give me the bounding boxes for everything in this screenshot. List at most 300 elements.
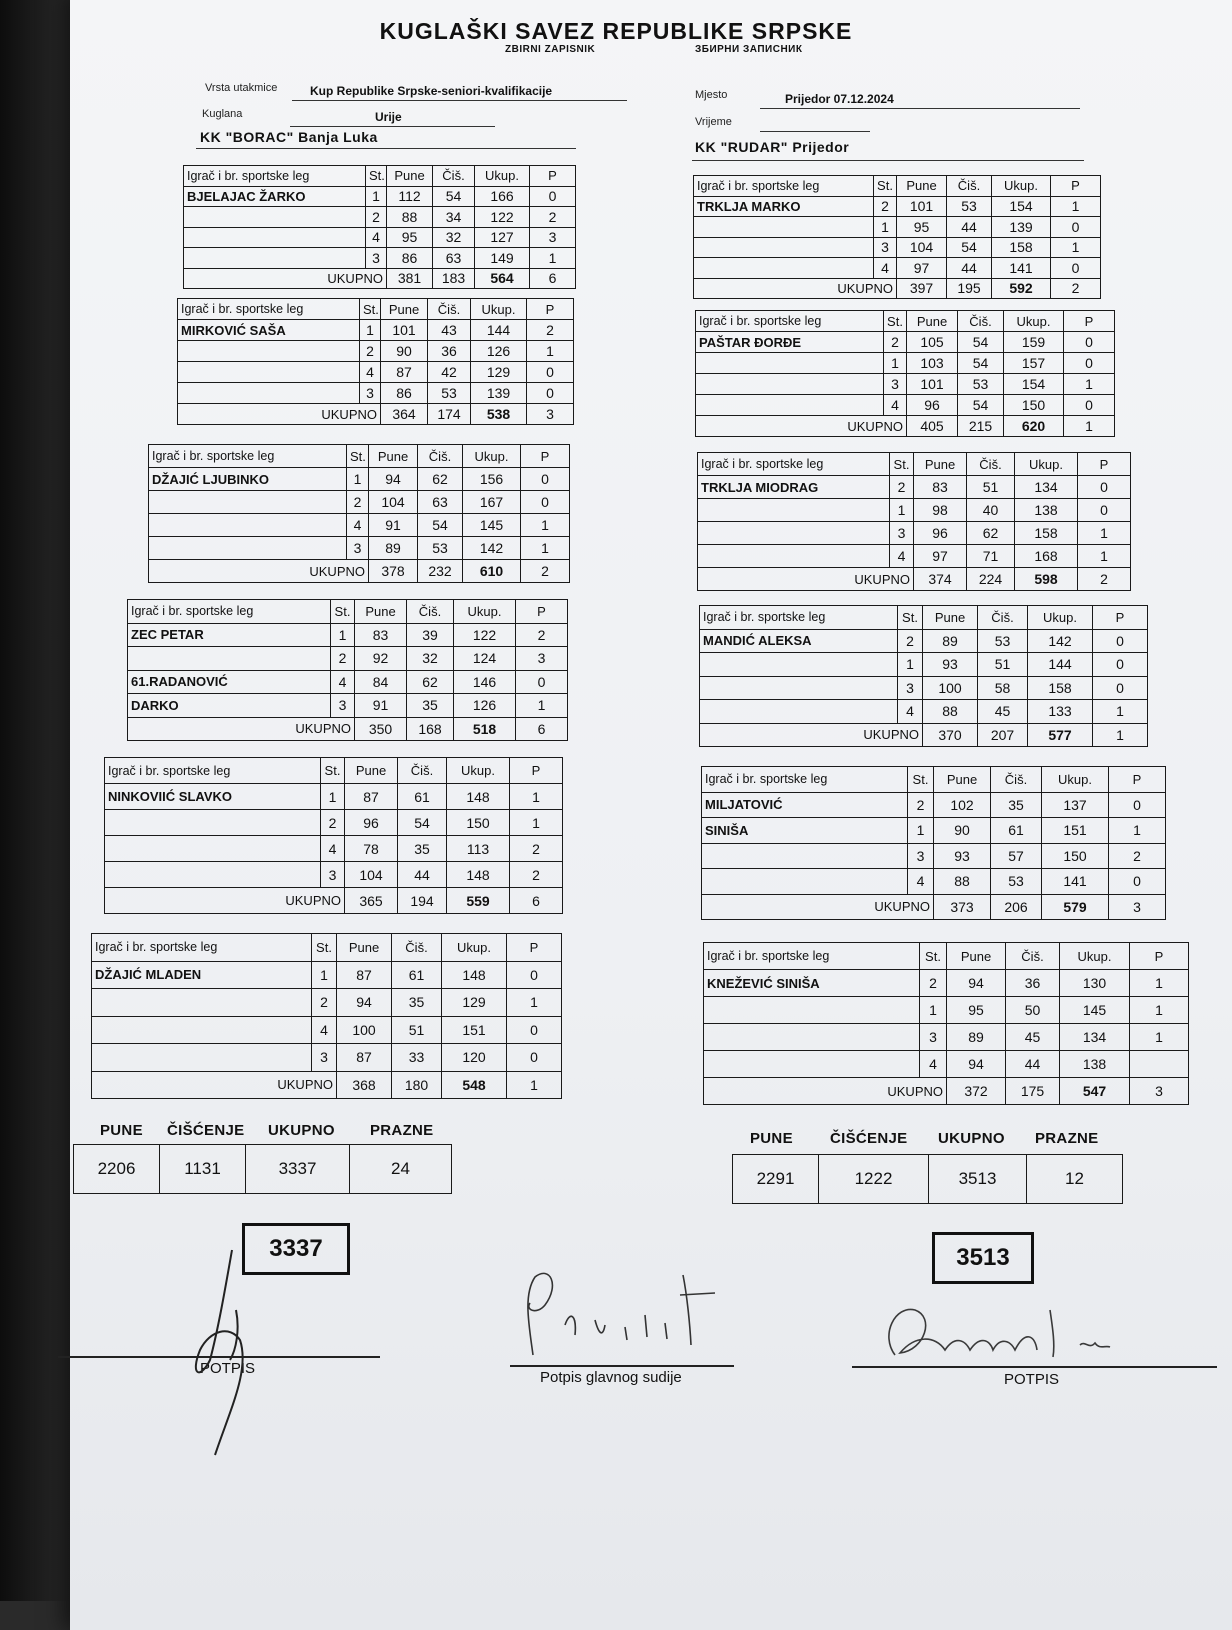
cis-cell: 35 xyxy=(991,792,1042,818)
col-header-pune: Pune xyxy=(337,934,392,962)
lane-cell: 1 xyxy=(347,468,369,491)
col-header-player: Igrač i br. sportske leg xyxy=(184,166,366,187)
home-summary-table xyxy=(73,1144,452,1194)
table-row xyxy=(702,869,1166,895)
col-header-st: St. xyxy=(884,311,907,332)
cis-cell: 44 xyxy=(1006,1051,1060,1078)
player-name-cell xyxy=(105,862,321,888)
cis-cell: 53 xyxy=(418,537,463,560)
home-player-table xyxy=(183,165,576,289)
cis-cell: 51 xyxy=(967,476,1015,499)
total-cis: 194 xyxy=(398,888,447,914)
col-header-player: Igrač i br. sportske leg xyxy=(696,311,884,332)
points-cell: 0 xyxy=(527,383,574,404)
ukup-cell: 151 xyxy=(442,1016,507,1044)
table-row xyxy=(694,258,1101,279)
total-points: 3 xyxy=(527,404,574,425)
away-sum-pune: 2291 xyxy=(733,1155,819,1204)
player-name-cell: MANDIĆ ALEKSA xyxy=(700,629,898,653)
total-label: UKUPNO xyxy=(700,723,923,747)
points-cell: 1 xyxy=(1130,1024,1189,1051)
table-row xyxy=(704,1051,1189,1078)
lane-cell: 3 xyxy=(321,862,345,888)
player-name-cell xyxy=(698,499,890,522)
cis-cell: 44 xyxy=(947,258,992,279)
table-row xyxy=(700,629,1148,653)
player-name-cell: BJELAJAC ŽARKO xyxy=(184,186,366,207)
total-pune: 365 xyxy=(345,888,398,914)
player-name-cell xyxy=(105,836,321,862)
total-ukup: 547 xyxy=(1060,1078,1130,1105)
away-player-table xyxy=(695,310,1115,437)
total-cis: 175 xyxy=(1006,1078,1060,1105)
away-club-underline xyxy=(692,160,1084,161)
ukup-cell: 141 xyxy=(1042,869,1109,895)
table-row xyxy=(184,207,576,228)
pune-cell: 98 xyxy=(914,499,967,522)
points-cell: 0 xyxy=(507,1016,562,1044)
total-label: UKUPNO xyxy=(702,894,934,920)
total-label: UKUPNO xyxy=(128,717,355,741)
col-header-p: P xyxy=(516,600,568,624)
player-name-cell xyxy=(704,1024,920,1051)
col-header-player: Igrač i br. sportske leg xyxy=(105,758,321,784)
total-cis: 232 xyxy=(418,560,463,583)
table-row xyxy=(694,196,1101,217)
lane-cell: 3 xyxy=(874,237,897,258)
document-title: KUGLAŠKI SAVEZ REPUBLIKE SRPSKE xyxy=(379,18,853,44)
player-name-cell: 61.RADANOVIĆ xyxy=(128,670,331,694)
points-cell: 1 xyxy=(516,694,568,718)
total-row xyxy=(128,717,568,741)
pune-cell: 104 xyxy=(369,491,418,514)
ukup-cell: 139 xyxy=(471,383,527,404)
ukup-cell: 145 xyxy=(463,514,521,537)
away-sum-pune-label: PUNE xyxy=(750,1130,793,1147)
cis-cell: 45 xyxy=(978,700,1028,724)
middle-signature-line xyxy=(510,1365,734,1367)
pune-cell: 90 xyxy=(381,341,428,362)
cis-cell: 36 xyxy=(1006,970,1060,997)
total-ukup: 548 xyxy=(442,1071,507,1099)
ukup-cell: 151 xyxy=(1042,818,1109,844)
cis-cell: 53 xyxy=(978,629,1028,653)
home-player-table xyxy=(177,298,574,425)
col-header-st: St. xyxy=(347,445,369,468)
cis-cell: 62 xyxy=(967,522,1015,545)
col-header-player: Igrač i br. sportske leg xyxy=(702,767,908,793)
total-points: 6 xyxy=(516,717,568,741)
lane-cell: 4 xyxy=(874,258,897,279)
col-header-ukup: Ukup. xyxy=(471,299,527,320)
table-header-row xyxy=(149,445,570,468)
home-sum-prazne: 24 xyxy=(350,1145,452,1194)
lane-cell: 3 xyxy=(898,676,923,700)
pune-cell: 91 xyxy=(369,514,418,537)
points-cell: 0 xyxy=(530,186,576,207)
col-header-cis: Čiš. xyxy=(418,445,463,468)
total-ukup: 518 xyxy=(454,717,516,741)
points-cell: 1 xyxy=(1109,818,1166,844)
col-header-player: Igrač i br. sportske leg xyxy=(92,934,312,962)
ukup-cell: 150 xyxy=(1042,843,1109,869)
vrsta-label: Vrsta utakmice xyxy=(205,82,278,94)
lane-cell: 3 xyxy=(920,1024,947,1051)
col-header-p: P xyxy=(530,166,576,187)
player-name-cell: PAŠTAR ĐORĐE xyxy=(696,332,884,353)
total-points: 2 xyxy=(521,560,570,583)
pune-cell: 103 xyxy=(907,353,958,374)
col-header-ukup: Ukup. xyxy=(1004,311,1064,332)
cis-cell: 61 xyxy=(392,961,442,989)
points-cell: 1 xyxy=(1051,196,1101,217)
cis-cell: 63 xyxy=(433,248,475,269)
lane-cell: 3 xyxy=(884,374,907,395)
ukup-cell: 138 xyxy=(1060,1051,1130,1078)
pune-cell: 96 xyxy=(907,395,958,416)
total-points: 3 xyxy=(1109,894,1166,920)
table-row xyxy=(178,341,574,362)
col-header-p: P xyxy=(527,299,574,320)
ukup-cell: 167 xyxy=(463,491,521,514)
player-name-cell xyxy=(178,362,360,383)
table-row xyxy=(178,362,574,383)
table-row xyxy=(696,332,1115,353)
ukup-cell: 148 xyxy=(447,784,510,810)
cis-cell: 33 xyxy=(392,1044,442,1072)
total-cis: 195 xyxy=(947,278,992,299)
player-name-cell: DARKO xyxy=(128,694,331,718)
lane-cell: 4 xyxy=(331,670,355,694)
total-row xyxy=(92,1071,562,1099)
pune-cell: 94 xyxy=(337,989,392,1017)
total-cis: 174 xyxy=(428,404,471,425)
total-cis: 180 xyxy=(392,1071,442,1099)
away-player-table xyxy=(701,766,1166,920)
kuglana-label: Kuglana xyxy=(202,108,243,120)
ukup-cell: 166 xyxy=(475,186,530,207)
points-cell: 1 xyxy=(1064,374,1115,395)
pune-cell: 83 xyxy=(355,623,407,647)
pune-cell: 112 xyxy=(387,186,433,207)
table-row xyxy=(149,514,570,537)
ukup-cell: 120 xyxy=(442,1044,507,1072)
lane-cell: 3 xyxy=(908,843,934,869)
col-header-pune: Pune xyxy=(947,943,1006,970)
ukup-cell: 145 xyxy=(1060,997,1130,1024)
pune-cell: 100 xyxy=(337,1016,392,1044)
away-sum-ukupno: 3513 xyxy=(929,1155,1027,1204)
cis-cell: 54 xyxy=(398,810,447,836)
ukup-cell: 154 xyxy=(1004,374,1064,395)
points-cell: 1 xyxy=(507,989,562,1017)
table-row xyxy=(702,818,1166,844)
lane-cell: 3 xyxy=(312,1044,337,1072)
table-row xyxy=(184,248,576,269)
home-sum-ciscenje-label: ČIŠĆENJE xyxy=(167,1122,245,1139)
player-name-cell xyxy=(696,395,884,416)
table-row xyxy=(128,694,568,718)
pune-cell: 94 xyxy=(369,468,418,491)
pune-cell: 87 xyxy=(337,961,392,989)
points-cell: 1 xyxy=(527,341,574,362)
ukup-cell: 137 xyxy=(1042,792,1109,818)
player-name-cell xyxy=(92,989,312,1017)
home-final-score: 3337 xyxy=(242,1223,350,1275)
vrijeme-label: Vrijeme xyxy=(695,116,732,128)
pune-cell: 102 xyxy=(934,792,991,818)
table-row xyxy=(128,647,568,671)
total-ukup: 610 xyxy=(463,560,521,583)
ukup-cell: 150 xyxy=(447,810,510,836)
cis-cell: 63 xyxy=(418,491,463,514)
kuglana-value: Urije xyxy=(375,110,402,124)
lane-cell: 1 xyxy=(874,217,897,238)
player-name-cell xyxy=(700,653,898,677)
ukup-cell: 154 xyxy=(992,196,1051,217)
table-row xyxy=(149,468,570,491)
col-header-st: St. xyxy=(321,758,345,784)
table-header-row xyxy=(184,166,576,187)
lane-cell: 2 xyxy=(312,989,337,1017)
total-row xyxy=(698,568,1131,591)
lane-cell: 3 xyxy=(366,248,387,269)
points-cell: 0 xyxy=(1051,258,1101,279)
lane-cell: 4 xyxy=(360,362,381,383)
col-header-cis: Čiš. xyxy=(991,767,1042,793)
total-ukup: 564 xyxy=(475,268,530,289)
pune-cell: 101 xyxy=(907,374,958,395)
points-cell: 1 xyxy=(1130,970,1189,997)
col-header-pune: Pune xyxy=(355,600,407,624)
col-header-ukup: Ukup. xyxy=(475,166,530,187)
ukup-cell: 134 xyxy=(1060,1024,1130,1051)
table-row xyxy=(92,989,562,1017)
cis-cell: 53 xyxy=(958,374,1004,395)
cis-cell: 35 xyxy=(407,694,454,718)
total-points: 1 xyxy=(507,1071,562,1099)
pune-cell: 86 xyxy=(387,248,433,269)
total-pune: 364 xyxy=(381,404,428,425)
lane-cell: 4 xyxy=(321,836,345,862)
lane-cell: 1 xyxy=(890,499,914,522)
lane-cell: 2 xyxy=(321,810,345,836)
points-cell: 0 xyxy=(521,468,570,491)
points-cell: 0 xyxy=(1093,676,1148,700)
total-cis: 207 xyxy=(978,723,1028,747)
table-header-row xyxy=(700,606,1148,630)
table-row xyxy=(700,653,1148,677)
ukup-cell: 134 xyxy=(1015,476,1078,499)
ukup-cell: 158 xyxy=(1028,676,1093,700)
player-name-cell: NINKOVIIĆ SLAVKO xyxy=(105,784,321,810)
total-pune: 378 xyxy=(369,560,418,583)
lane-cell: 2 xyxy=(360,341,381,362)
cis-cell: 40 xyxy=(967,499,1015,522)
cis-cell: 71 xyxy=(967,545,1015,568)
home-club-name: KK "BORAC" Banja Luka xyxy=(200,129,378,145)
player-name-cell xyxy=(698,545,890,568)
lane-cell: 2 xyxy=(898,629,923,653)
cis-cell: 43 xyxy=(428,320,471,341)
points-cell: 0 xyxy=(1109,869,1166,895)
points-cell: 1 xyxy=(1078,522,1131,545)
table-row xyxy=(92,1016,562,1044)
ukup-cell: 158 xyxy=(1015,522,1078,545)
col-header-player: Igrač i br. sportske leg xyxy=(128,600,331,624)
col-header-player: Igrač i br. sportske leg xyxy=(700,606,898,630)
total-ukup: 620 xyxy=(1004,416,1064,437)
away-sum-prazne-label: PRAZNE xyxy=(1035,1130,1099,1147)
total-label: UKUPNO xyxy=(698,568,914,591)
cis-cell: 54 xyxy=(958,332,1004,353)
subtitle-cyrillic: ЗБИРНИ ЗАПИСНИК xyxy=(695,44,803,55)
player-name-cell xyxy=(702,869,908,895)
table-row xyxy=(92,961,562,989)
points-cell: 0 xyxy=(1093,653,1148,677)
cis-cell: 54 xyxy=(958,353,1004,374)
total-row xyxy=(149,560,570,583)
pune-cell: 88 xyxy=(923,700,978,724)
points-cell: 2 xyxy=(516,623,568,647)
col-header-p: P xyxy=(521,445,570,468)
col-header-player: Igrač i br. sportske leg xyxy=(149,445,347,468)
player-name-cell xyxy=(92,1016,312,1044)
player-name-cell xyxy=(704,997,920,1024)
pune-cell: 87 xyxy=(381,362,428,383)
total-ukup: 592 xyxy=(992,278,1051,299)
home-sum-ukupno-label: UKUPNO xyxy=(268,1122,335,1139)
col-header-st: St. xyxy=(874,176,897,197)
cis-cell: 54 xyxy=(433,186,475,207)
pune-cell: 95 xyxy=(897,217,947,238)
pune-cell: 78 xyxy=(345,836,398,862)
col-header-st: St. xyxy=(366,166,387,187)
total-points: 6 xyxy=(530,268,576,289)
table-header-row xyxy=(128,600,568,624)
total-row xyxy=(184,268,576,289)
cis-cell: 62 xyxy=(407,670,454,694)
right-signature-label: POTPIS xyxy=(1004,1371,1060,1388)
points-cell: 2 xyxy=(530,207,576,228)
home-club-underline xyxy=(196,148,576,149)
col-header-ukup: Ukup. xyxy=(442,934,507,962)
player-name-cell: DŽAJIĆ MLADEN xyxy=(92,961,312,989)
player-name-cell xyxy=(704,1051,920,1078)
lane-cell: 1 xyxy=(321,784,345,810)
pune-cell: 104 xyxy=(897,237,947,258)
table-row xyxy=(702,792,1166,818)
total-label: UKUPNO xyxy=(92,1071,337,1099)
total-points: 1 xyxy=(1093,723,1148,747)
cis-cell: 32 xyxy=(407,647,454,671)
away-player-table xyxy=(693,175,1101,299)
home-sum-ciscenje: 1131 xyxy=(160,1145,246,1194)
col-header-st: St. xyxy=(920,943,947,970)
lane-cell: 3 xyxy=(331,694,355,718)
away-player-table xyxy=(697,452,1131,591)
total-cis: 168 xyxy=(407,717,454,741)
total-row xyxy=(696,416,1115,437)
cis-cell: 54 xyxy=(958,395,1004,416)
pune-cell: 104 xyxy=(345,862,398,888)
pune-cell: 89 xyxy=(369,537,418,560)
col-header-p: P xyxy=(1051,176,1101,197)
col-header-cis: Čiš. xyxy=(947,176,992,197)
player-name-cell xyxy=(702,843,908,869)
col-header-pune: Pune xyxy=(907,311,958,332)
total-ukup: 559 xyxy=(447,888,510,914)
ukup-cell: 129 xyxy=(471,362,527,383)
player-name-cell xyxy=(178,383,360,404)
pune-cell: 96 xyxy=(345,810,398,836)
table-header-row xyxy=(92,934,562,962)
points-cell: 0 xyxy=(507,961,562,989)
col-header-p: P xyxy=(1064,311,1115,332)
player-name-cell xyxy=(149,514,347,537)
col-header-pune: Pune xyxy=(369,445,418,468)
ukup-cell: 113 xyxy=(447,836,510,862)
col-header-st: St. xyxy=(331,600,355,624)
total-ukup: 579 xyxy=(1042,894,1109,920)
table-row xyxy=(696,353,1115,374)
ukup-cell: 133 xyxy=(1028,700,1093,724)
col-header-cis: Čiš. xyxy=(398,758,447,784)
home-sum-ukupno: 3337 xyxy=(246,1145,350,1194)
table-row xyxy=(105,836,563,862)
col-header-ukup: Ukup. xyxy=(447,758,510,784)
cis-cell: 61 xyxy=(991,818,1042,844)
lane-cell: 3 xyxy=(890,522,914,545)
points-cell: 0 xyxy=(1093,629,1148,653)
pune-cell: 105 xyxy=(907,332,958,353)
cis-cell: 34 xyxy=(433,207,475,228)
ukup-cell: 130 xyxy=(1060,970,1130,997)
col-header-player: Igrač i br. sportske leg xyxy=(698,453,890,476)
points-cell: 0 xyxy=(1051,217,1101,238)
total-pune: 381 xyxy=(387,268,433,289)
points-cell: 0 xyxy=(507,1044,562,1072)
table-row xyxy=(694,217,1101,238)
left-signature-scribble xyxy=(170,1230,290,1460)
kuglana-underline xyxy=(290,126,495,127)
ukup-cell: 141 xyxy=(992,258,1051,279)
table-row xyxy=(184,227,576,248)
points-cell: 3 xyxy=(530,227,576,248)
col-header-st: St. xyxy=(312,934,337,962)
mjesto-value: Prijedor 07.12.2024 xyxy=(785,92,894,106)
player-name-cell: MIRKOVIĆ SAŠA xyxy=(178,320,360,341)
lane-cell: 4 xyxy=(920,1051,947,1078)
home-sum-pune-label: PUNE xyxy=(100,1122,143,1139)
home-sum-pune: 2206 xyxy=(74,1145,160,1194)
cis-cell: 53 xyxy=(428,383,471,404)
table-header-row xyxy=(696,311,1115,332)
away-player-table xyxy=(699,605,1148,747)
lane-cell: 4 xyxy=(908,869,934,895)
ukup-cell: 129 xyxy=(442,989,507,1017)
total-cis: 183 xyxy=(433,268,475,289)
col-header-st: St. xyxy=(898,606,923,630)
middle-signature-scribble xyxy=(505,1265,735,1365)
player-name-cell xyxy=(698,522,890,545)
total-row xyxy=(178,404,574,425)
table-row xyxy=(698,476,1131,499)
player-name-cell: TRKLJA MIODRAG xyxy=(698,476,890,499)
col-header-st: St. xyxy=(360,299,381,320)
col-header-cis: Čiš. xyxy=(1006,943,1060,970)
table-row xyxy=(178,320,574,341)
